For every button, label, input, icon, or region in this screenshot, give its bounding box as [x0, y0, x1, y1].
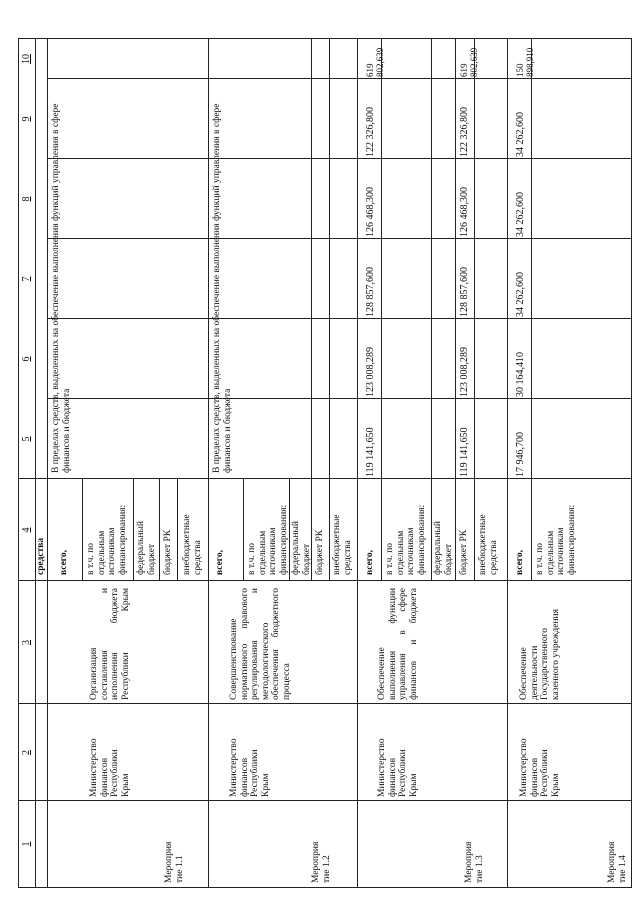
value-total-2017: 128 857,600	[365, 267, 376, 317]
row-sources-label: в т.ч. по отдельным источникам финансирования:	[86, 504, 128, 575]
measure-label: Мероприя тие 1.2	[311, 841, 332, 883]
column-number-10: 10	[21, 54, 32, 64]
column-number-9: 9	[21, 116, 32, 122]
column-number-5: 5	[21, 436, 32, 442]
row-total-label: всего,	[215, 550, 225, 575]
value-regional-2018: 126 468,300	[459, 187, 470, 237]
row-total-label: всего,	[515, 550, 525, 575]
executor: Министерство финансов Республики Крым	[519, 738, 561, 797]
executor: Министерство финансов Республики Крым	[377, 738, 419, 797]
value-regional-2016: 123 008,289	[459, 347, 470, 397]
value-regional-2019: 122 326,800	[459, 107, 470, 157]
value-regional-2017: 128 857,600	[459, 267, 470, 317]
measure-description: Обеспечение выполнения функции управления в сфере финансов и бюджета	[377, 588, 419, 700]
value-total-2019: 122 326,800	[365, 107, 376, 157]
measure-description: Организация составления и исполнения бюджета Республики Крым	[89, 588, 131, 700]
value-regional-sum: 619 802,639	[459, 47, 479, 77]
row-sources-label: в т.ч. по отдельным источникам финансирования:	[535, 504, 577, 575]
value-total-2019: 34 262,600	[515, 112, 526, 157]
executor: Министерство финансов Республики Крым	[229, 738, 271, 797]
measure-description: Обеспечение деятельности Государственного казенного учреждения	[519, 608, 561, 700]
column-number-8: 8	[21, 196, 32, 202]
row-total-label: всего,	[59, 550, 69, 575]
row-federal-label: федеральный бюджет	[136, 521, 157, 575]
column-number-1: 1	[21, 841, 32, 847]
row-federal-label: федеральный бюджет	[291, 521, 312, 575]
value-total-2015: 17 946,700	[515, 432, 526, 477]
row-offbudget-label: внебюджетные средства	[332, 514, 353, 575]
value-total-2016: 30 164,410	[515, 352, 526, 397]
executor: Министерство финансов Республики Крым	[89, 738, 131, 797]
row-sources-label: в т.ч. по отдельным источникам финансирования:	[247, 504, 289, 575]
value-total-2017: 34 262,600	[515, 272, 526, 317]
measure-description: Совершенствование нормативного правового регулирования и методологического обеспечения бюджетного процесса	[229, 588, 292, 700]
row-offbudget-label: внебюджетные средства	[182, 514, 203, 575]
budget-table	[18, 38, 632, 888]
measure-label: Мероприя тие 1.1	[164, 841, 185, 883]
funding-note: В пределах средств, выделенных на обеспечение выполнения функций управления в сфере финансов и бюджета	[212, 103, 233, 473]
row-total-label: всего,	[365, 550, 375, 575]
row-sources-label: в т.ч. по отдельным источникам финансирования:	[385, 504, 427, 575]
value-total-sum: 619 802,639	[365, 47, 385, 77]
value-total-2015: 119 141,650	[365, 427, 376, 477]
column-number-4: 4	[21, 527, 32, 533]
row-regional-label: бюджет РК	[459, 529, 469, 575]
column-number-7: 7	[21, 276, 32, 282]
value-total-2018: 34 262,600	[515, 192, 526, 237]
value-total-2016: 123 008,289	[365, 347, 376, 397]
row-federal-label: федеральный бюджет	[433, 521, 454, 575]
value-total-2018: 126 468,300	[365, 187, 376, 237]
column-number-3: 3	[21, 640, 32, 645]
funding-note: В пределах средств, выделенных на обеспечение выполнения функций управления в сфере финансов и бюджета	[51, 103, 72, 473]
column-number-6: 6	[21, 356, 32, 362]
carryover-cell: средства	[36, 537, 46, 575]
row-regional-label: бюджет РК	[315, 529, 325, 575]
value-total-sum: 150 898,910	[515, 47, 535, 77]
measure-label: Мероприя тие 1.3	[464, 841, 485, 883]
row-offbudget-label: внебюджетные средства	[478, 514, 499, 575]
value-regional-2015: 119 141,650	[459, 427, 470, 477]
column-number-2: 2	[21, 750, 32, 755]
row-regional-label: бюджет РК	[163, 529, 173, 575]
measure-label: Мероприя тие 1.4	[607, 841, 628, 883]
